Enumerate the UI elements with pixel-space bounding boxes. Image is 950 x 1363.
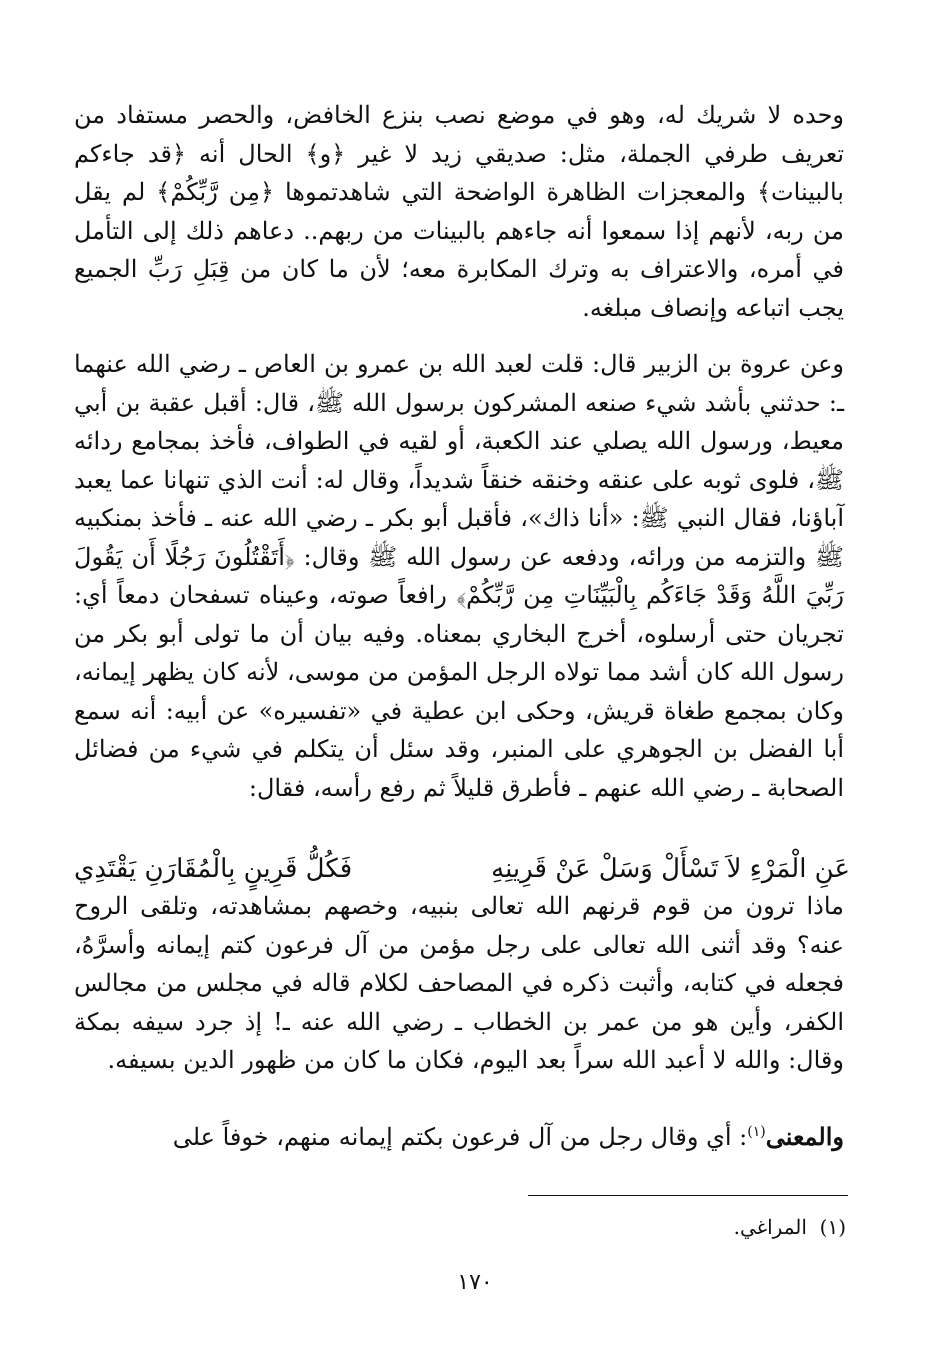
paragraph-4-text: : أي وقال رجل من آل فرعون بكتم إيمانه منهم، خوفاً على xyxy=(172,1123,748,1151)
paragraph-4 xyxy=(74,1118,844,1157)
page-number: ١٧٠ xyxy=(457,1270,493,1295)
paragraph-2: وعن عروة بن الزبير قال: قلت لعبد الله بن عمرو بن العاص ـ رضي الله عنهما ـ: حدثني بأشد شيء صنعه المشركون برسول الله ﷺ، قال: أقبل عقبة بن أبي معيط، ورسول الله يصلي عند الكعبة، أو لقيه في الطواف، فأخذ بمجامع ردائه ﷺ، فلوى ثوبه على عنقه وخنقه خنقاً شديداً، وقال له: أنت الذي تنهانا عما يعبد آباؤنا، فقال النبي ﷺ: «أنا ذاك»، فأقبل أبو بكر ـ رضي الله عنه ـ فأخذ بمنكبيه ﷺ والتزمه من ورائه، ودفعه عن رسول الله ﷺ وقال: ﴿أَتَقْتُلُونَ رَجُلًا أَن يَقُولَ رَبِّيَ اللَّهُ وَقَدْ جَاءَكُم بِالْبَيِّنَاتِ مِن رَّبِّكُمْ﴾ رافعاً صوته، وعيناه تسفحان دمعاً أي: تجريان حتى أرسلوه، أخرج البخاري بمعناه. وفيه بيان أن ما تولى أبو بكر من رسول الله كان أشد مما تولاه الرجل المؤمن من موسى، لأنه كان يظهر إيمانه، وكان بمجمع طغاة قريش، وحكى ابن عطية في «تفسيره» عن أبيه: أنه سمع أبا الفضل بن الجوهري على المنبر، وقد سئل أن يتكلم في شيء من فضائل الصحابة ـ رضي الله عنهم ـ فأطرق قليلاً ثم رفع رأسه، فقال: xyxy=(74,350,844,802)
footnote-marker: (١) xyxy=(819,1215,846,1239)
footnote-reference: (١) xyxy=(747,1124,766,1140)
paragraph-1: وحده لا شريك له، وهو في موضع نصب بنزع الخافض، والحصر مستفاد من تعريف طرفي الجملة، مثل: صديقي زيد لا غير ﴿و﴾ الحال أنه ﴿قد جاءكم بالبينات﴾ والمعجزات الظاهرة الواضحة التي شاهدتموها ﴿مِن رَّبِّكُمْ﴾ لم يقل من ربه، لأنهم إذا سمعوا أنه جاءهم بالبينات من ربهم.. دعاهم ذلك إلى التأمل في أمره، والاعتراف به وترك المكابرة معه؛ لأن ما كان من قِبَلِ رَبِّ الجميع يجب اتباعه وإنصاف مبلغه. xyxy=(74,101,844,322)
paragraph-3: ماذا ترون من قوم قرنهم الله تعالى بنبيه، وخصهم بمشاهدته، وتلقى الروح عنه؟ وقد أثنى الله تعالى على رجل مؤمن من آل فرعون كتم إيمانه وأسرَّهُ، فجعله في كتابه، وأثبت ذكره في المصاحف لكلام قاله في مجلس من مجالس الكفر، وأين هو من عمر بن الخطاب ـ رضي الله عنه ـ! إذ جرد سيفه بمكة وقال: والله لا أعبد الله سراً بعد اليوم، فكان ما كان من ظهور الدين بسيفه. xyxy=(74,892,844,1074)
verse-first-hemistich: عَنِ الْمَرْءِ لاَ تَسْأَلْ وَسَلْ عَنْ قَرِينِهِ xyxy=(491,854,850,884)
footnote xyxy=(446,1212,846,1242)
verse-second-hemistich: فَكُلُّ قَرِينٍ بِالْمُقَارَنِ يَقْتَدِي xyxy=(74,854,353,884)
footnote-divider xyxy=(528,1195,848,1196)
footnote-text: المراغي. xyxy=(733,1215,807,1239)
poetry-verse xyxy=(74,848,850,890)
paragraph-4-lead: والمعنى xyxy=(765,1122,844,1151)
